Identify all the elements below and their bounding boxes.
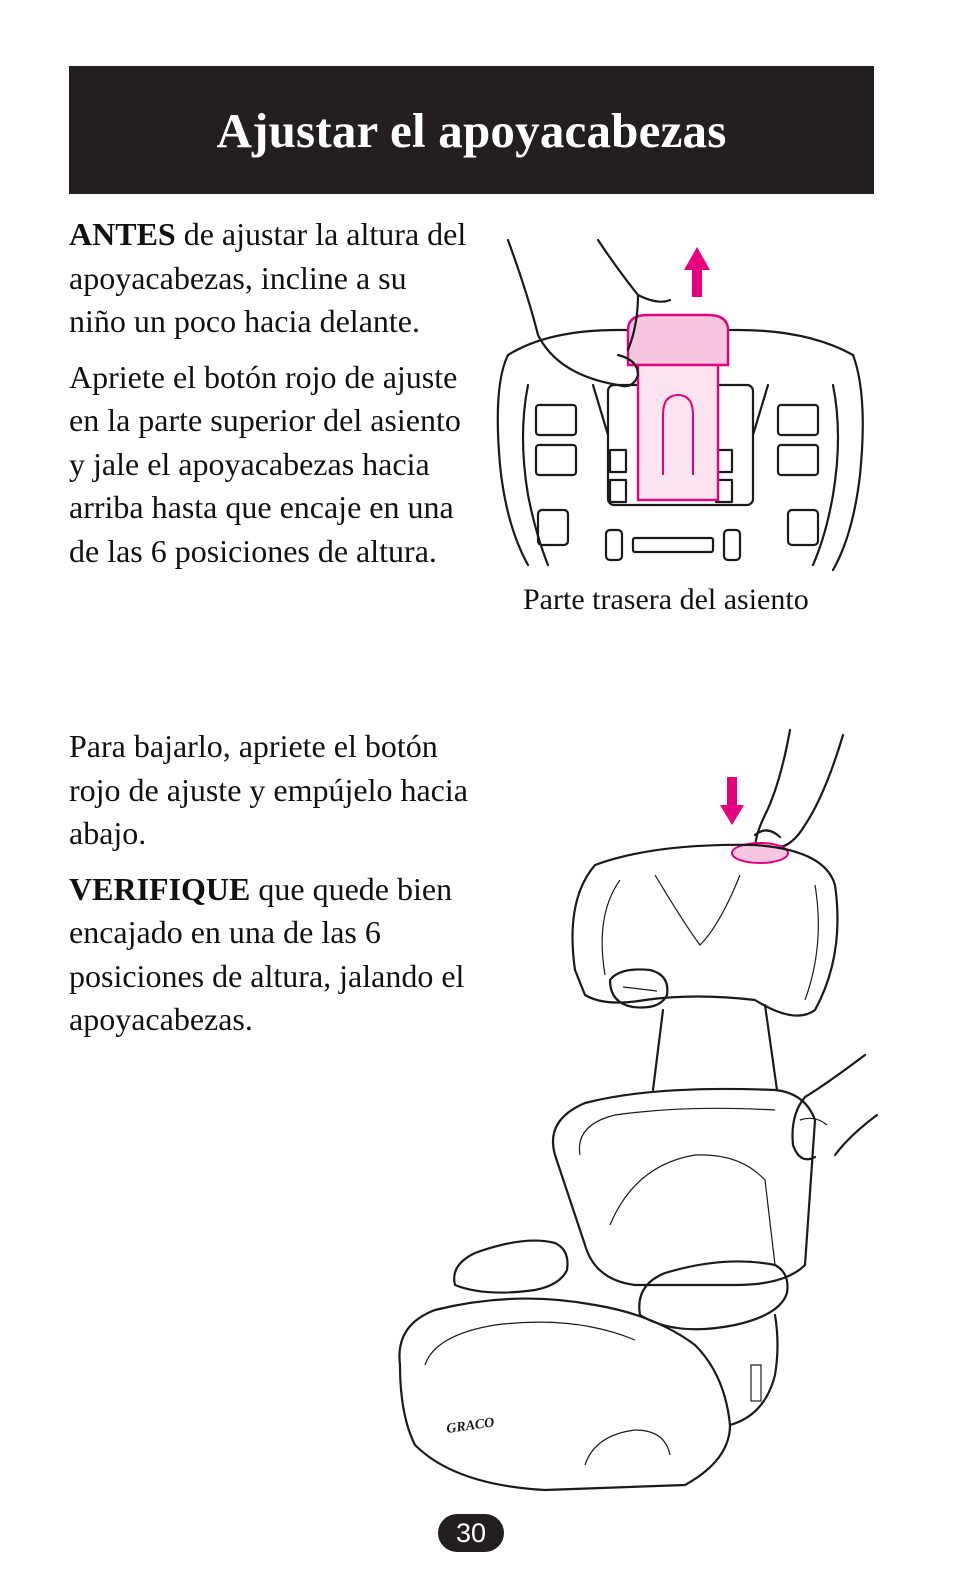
emphasis-antes: ANTES	[69, 216, 176, 252]
paragraph-verify-text: que quede bien encajado en una de las 6 posiciones de altura, jalando el apoyacabezas.	[69, 870, 465, 1037]
emphasis-verifique: VERIFIQUE	[69, 870, 251, 907]
paragraph-raise-headrest: Apriete el botón rojo de ajuste en la parte superior del asiento y jale el apoyacabezas hacia arriba hasta que encaje en una de las 6 posiciones de altura.	[69, 358, 461, 569]
paragraph-lower-headrest: Para bajarlo, apriete el botón rojo de ajuste y empújelo hacia abajo.	[69, 728, 468, 851]
paragraph-before-adjust-text: de ajustar la altura del apoyacabezas, incline a su niño un poco hacia delante.	[69, 216, 467, 339]
arrow-down-icon	[720, 777, 744, 825]
arrow-up-icon	[684, 247, 710, 297]
booster-seat-illustration	[395, 725, 880, 1495]
figure-caption: Parte trasera del asiento	[523, 583, 809, 616]
page-title: Ajustar el apoyacabezas	[216, 102, 727, 158]
instructions-raise	[69, 213, 469, 585]
page-number: 30	[438, 1514, 504, 1552]
brand-logo: GRACO	[445, 1415, 496, 1437]
seat-back-illustration	[488, 235, 868, 575]
title-bar	[69, 66, 874, 194]
paragraph-before-adjust	[69, 213, 469, 344]
